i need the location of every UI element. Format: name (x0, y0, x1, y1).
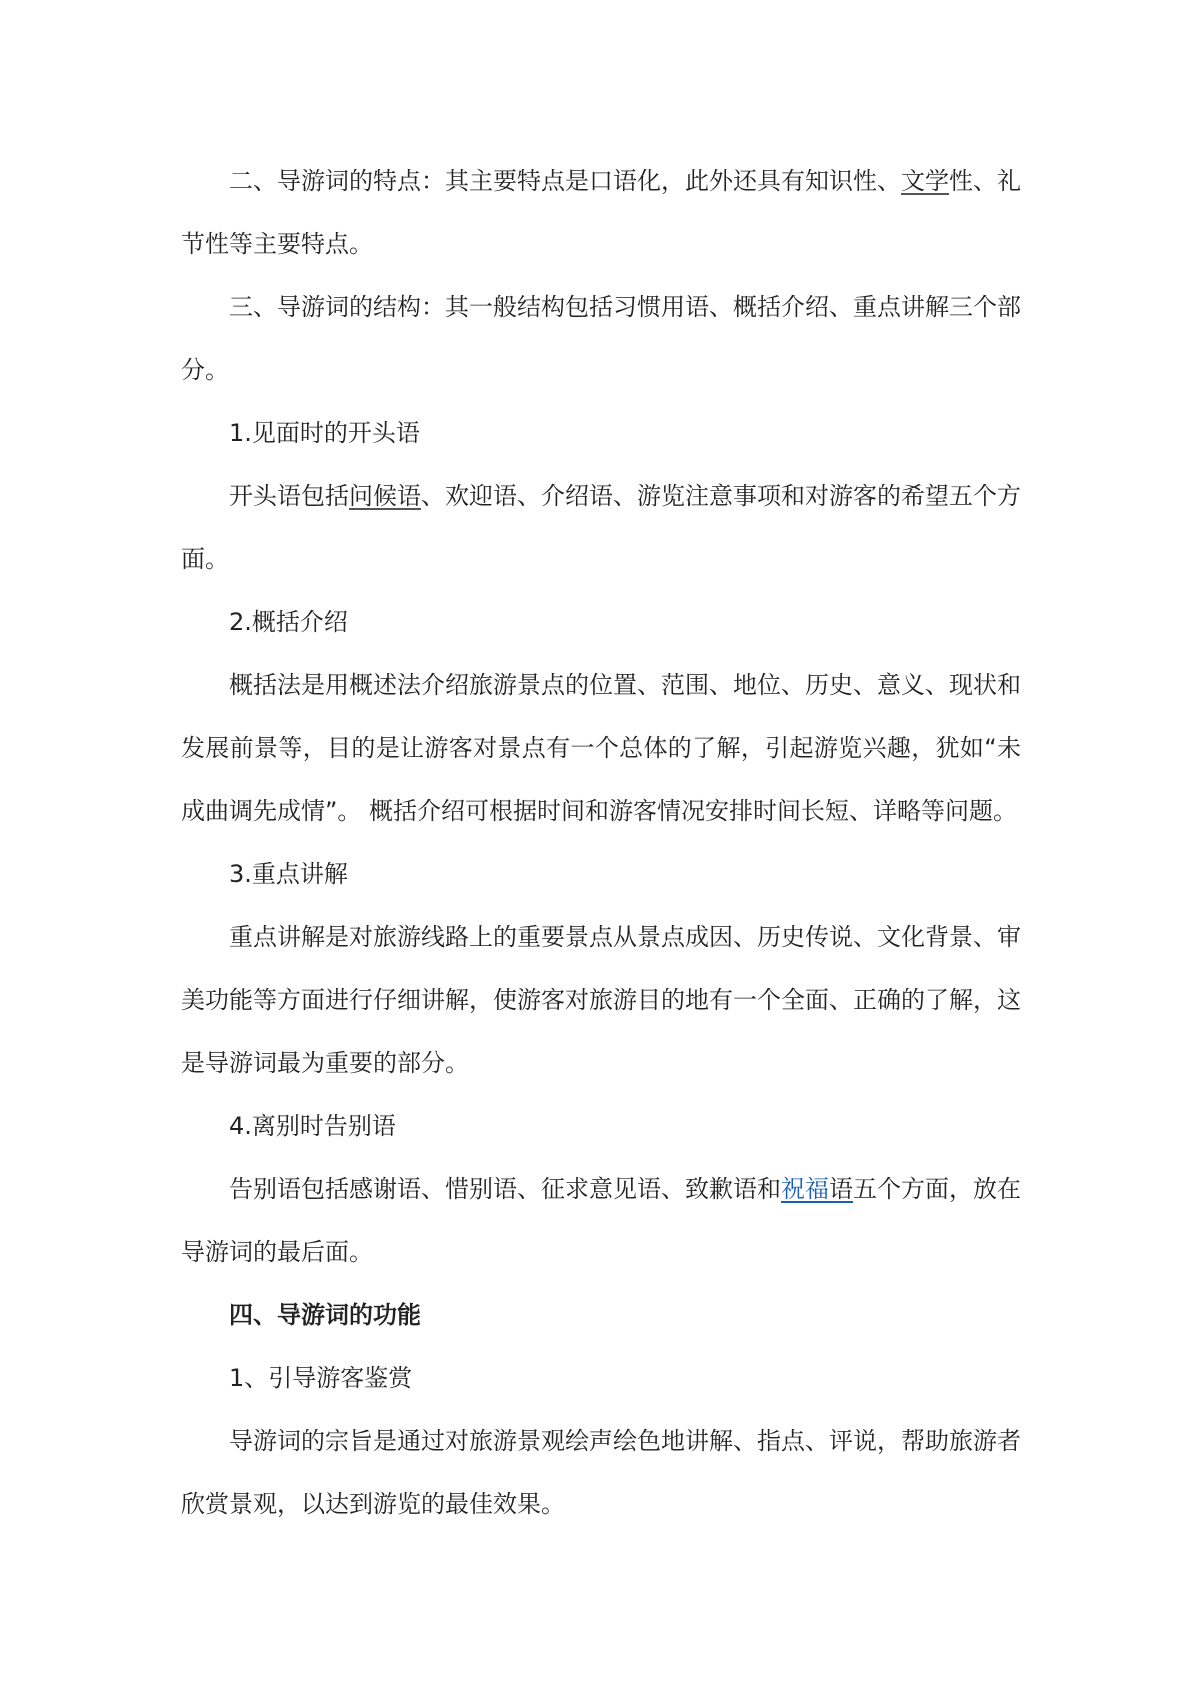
subheading-farewell: 4.离别时告别语 (229, 1112, 396, 1140)
text-run: 开头语包括 (229, 482, 349, 510)
paragraph-farewell (181, 1158, 1021, 1284)
paragraph-opening (181, 465, 1021, 591)
underlined-term-greeting[interactable]: 问候语 (349, 482, 421, 510)
text-run: 五个方面，放在导游词的最后面。 (181, 1175, 1021, 1266)
text-run: 性、礼节性等主要特点。 (181, 167, 1021, 258)
paragraph-features (181, 150, 1021, 276)
paragraph-key-points: 重点讲解是对旅游线路上的重要景点从景点成因、历史传说、文化背景、审美功能等方面进行仔细讲解，使游客对旅游目的地有一个全面、正确的了解，这是导游词最为重要的部分。 (181, 923, 1021, 1077)
text-run: 告别语包括感谢语、惜别语、征求意见语、致歉语和 (229, 1175, 781, 1203)
underlined-term-literary[interactable]: 文学 (901, 167, 949, 195)
section-heading-functions: 四、导游词的功能 (229, 1301, 421, 1329)
document-body (181, 150, 1021, 1536)
subheading-guide-appreciation: 1、引导游客鉴赏 (229, 1364, 413, 1392)
subheading-key-points: 3.重点讲解 (229, 860, 348, 888)
paragraph-summary: 概括法是用概述法介绍旅游景点的位置、范围、地位、历史、意义、现状和发展前景等，目的是让游客对景点有一个总体的了解，引起游览兴趣，犹如“未成曲调先成情”。 概括介绍可根据时间和游客情况安排时间长短、详略等问题。 (181, 671, 1021, 825)
underlined-char: 语 (829, 1175, 853, 1203)
subheading-opening: 1.见面时的开头语 (229, 419, 420, 447)
text-run: 、欢迎语、介绍语、游览注意事项和对游客的希望五个方面。 (181, 482, 1021, 573)
paragraph-structure: 三、导游词的结构：其一般结构包括习惯用语、概括介绍、重点讲解三个部分。 (181, 293, 1021, 384)
paragraph-guide-appreciation: 导游词的宗旨是通过对旅游景观绘声绘色地讲解、指点、评说，帮助旅游者欣赏景观，以达到游览的最佳效果。 (181, 1427, 1021, 1518)
subheading-summary: 2.概括介绍 (229, 608, 348, 636)
text-run: 二、导游词的特点：其主要特点是口语化，此外还具有知识性、 (229, 167, 901, 195)
link-blessing[interactable]: 祝福 (781, 1175, 829, 1203)
